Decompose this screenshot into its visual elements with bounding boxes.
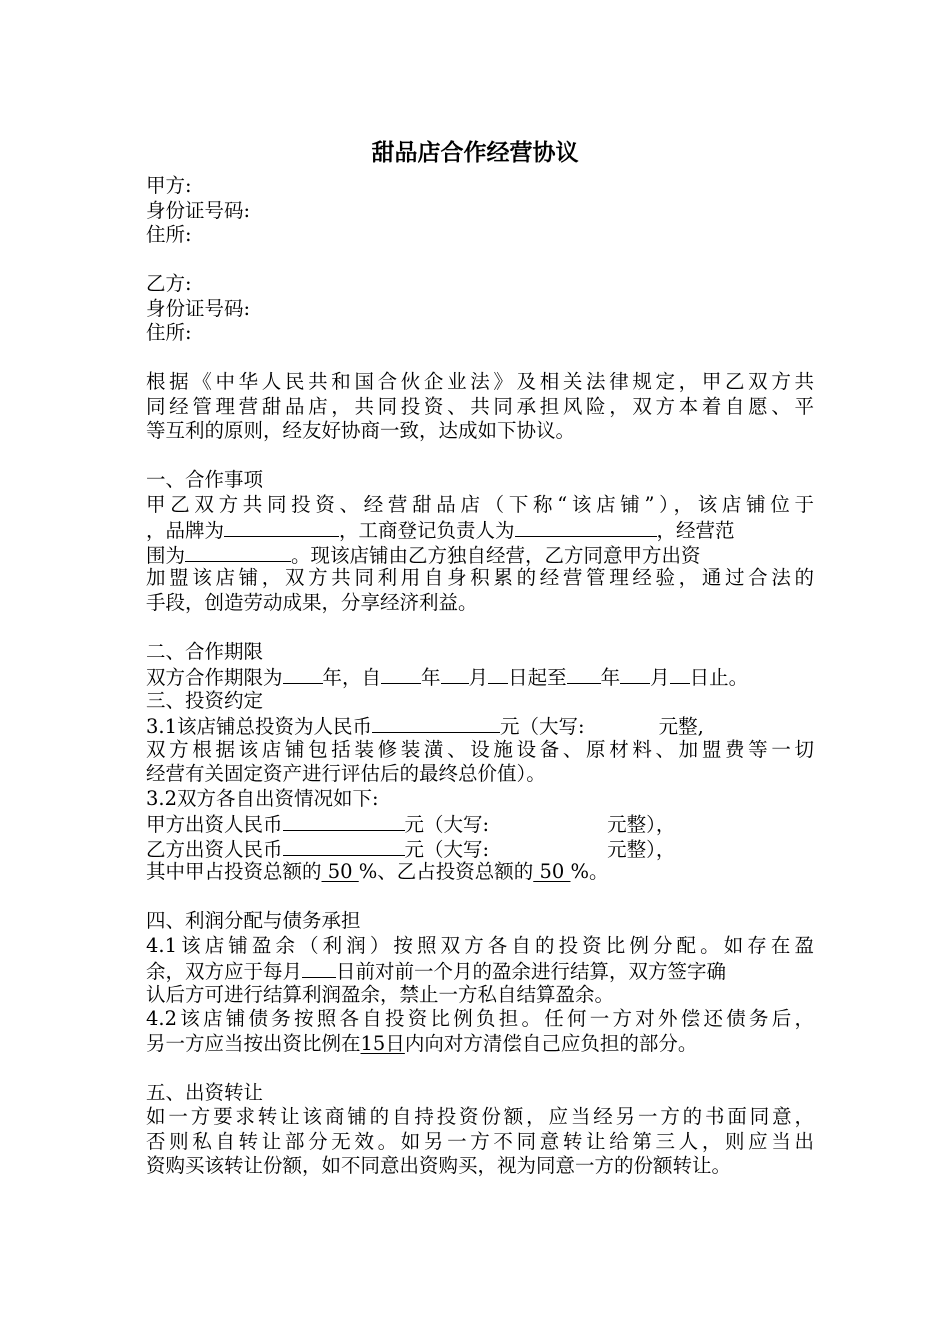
blank-scope <box>185 542 291 562</box>
text: 元整, <box>658 715 704 738</box>
party-a-ratio: 50 <box>321 860 359 883</box>
text: 3.1该店铺总投资为人民币 <box>146 715 373 738</box>
paragraph-line <box>146 958 814 983</box>
paragraph-line: 认后方可进行结算利润盈余，禁止一方私自结算盈余。 <box>146 982 615 1006</box>
paragraph-line: 加盟该店铺，双方共同利用自身积累的经营管理经验，通过合法的 <box>146 566 814 589</box>
section-5 <box>146 1081 814 1179</box>
text: 月 <box>468 666 489 689</box>
paragraph-line: 如一方要求转让该商铺的自持投资份额，应当经另一方的书面同意， <box>146 1105 814 1128</box>
blank-years <box>283 664 323 684</box>
text: 年 <box>600 666 621 689</box>
paragraph-line <box>146 542 814 567</box>
blank-start-day <box>488 664 508 684</box>
blank-end-day <box>670 664 690 684</box>
blank-start-year <box>381 664 421 684</box>
blank-day <box>302 958 336 978</box>
paragraph-line: 资购买该转让份额，如不同意出资购买，视为同意一方的份额转让。 <box>146 1154 732 1177</box>
paragraph-line: 否则私自转让部分无效。如另一方不同意转让给第三人，则应当出 <box>146 1129 814 1153</box>
section-2 <box>146 640 814 689</box>
text: ，工商登记负责人为 <box>339 519 515 542</box>
text: 元（大写: <box>404 837 490 861</box>
document-title: 甜品店合作经营协议 <box>371 140 579 166</box>
investment-total-line <box>146 713 814 738</box>
term-line <box>146 664 814 689</box>
party-b-name: 乙方: <box>146 272 192 295</box>
text: 日起至 <box>508 666 567 689</box>
text: 另一方应当按出资比例在 <box>146 1031 361 1055</box>
text: 围为 <box>146 543 186 567</box>
section-4 <box>146 909 814 1056</box>
text: 元（大写: <box>404 813 490 836</box>
text: %、乙占投资总额的 <box>358 860 534 883</box>
blank-start-month <box>441 664 469 684</box>
paragraph-line <box>146 1032 814 1057</box>
party-a-address: 住所: <box>146 223 192 246</box>
paragraph-line: 经营有关固定资产进行评估后的最终总价值）。 <box>146 762 546 785</box>
section-heading: 四、利润分配与债务承担 <box>146 909 361 932</box>
text: 双方合作期限为 <box>146 666 283 689</box>
section-heading: 一、合作事项 <box>146 468 264 491</box>
text: 余，双方应于每月 <box>146 960 303 983</box>
paragraph-line: 甲乙双方共同投资、经营甜品店（下称“该店铺”），该店铺位于 <box>146 492 814 516</box>
section-heading: 五、出资转让 <box>146 1080 264 1104</box>
text: 甲方出资人民币 <box>146 813 283 836</box>
paragraph-line <box>146 517 814 542</box>
text: 元整）， <box>607 837 676 861</box>
blank-registrant <box>515 517 657 537</box>
paragraph-line: 3.2双方各自出资情况如下: <box>146 786 379 810</box>
text: 日前对前一个月的盈余进行结算，双方签字确 <box>336 960 727 983</box>
paragraph-line: 双方根据该店铺包括装修装潢、设施设备、原材料、加盟费等一切 <box>146 737 814 761</box>
text: 内向对方清偿自己应负担的部分。 <box>404 1031 698 1055</box>
text: 。现该店铺由乙方独自经营，乙方同意甲方出资 <box>291 543 701 567</box>
repay-days: 15日 <box>360 1031 405 1055</box>
party-b-address: 住所: <box>146 321 192 344</box>
party-a-investment-line <box>146 811 814 836</box>
party-b-ratio: 50 <box>533 860 571 883</box>
paragraph-line: 4.2该店铺债务按照各自投资比例负担。任何一方对外偿还债务后， <box>146 1007 814 1030</box>
section-heading: 二、合作期限 <box>146 639 264 663</box>
text: ，经营范 <box>656 519 735 542</box>
party-a-name: 甲方: <box>146 174 192 197</box>
preamble-line: 同经管理营甜品店，共同投资、共同承担风险，双方本着自愿、平 <box>146 394 814 418</box>
preamble-line: 等互利的原则，经友好协商一致，达成如下协议。 <box>146 419 576 442</box>
party-b-investment-line <box>146 836 814 861</box>
text: 元（大写: <box>500 715 585 738</box>
text: 日止。 <box>689 666 749 689</box>
blank-party-a-amount <box>283 811 405 831</box>
paragraph-line: 手段，创造劳动成果，分享经济利益。 <box>146 590 478 614</box>
text: 年，自 <box>322 666 382 689</box>
paragraph-line: 4.1该店铺盈余（利润）按照双方各自的投资比例分配。如存在盈 <box>146 933 814 957</box>
party-b-id: 身份证号码: <box>146 296 251 320</box>
preamble <box>146 370 814 444</box>
text: 元整）， <box>607 813 676 836</box>
text: 其中甲占投资总额的 <box>146 860 322 883</box>
text: ，品牌为 <box>146 519 225 542</box>
text: 月 <box>650 666 670 689</box>
blank-end-year <box>567 664 601 684</box>
ratio-line <box>146 860 814 885</box>
blank-party-b-amount <box>283 836 405 856</box>
document-body <box>146 174 814 1179</box>
section-1 <box>146 468 814 615</box>
blank-brand <box>224 517 339 537</box>
party-a-id: 身份证号码: <box>146 198 251 222</box>
section-heading: 三、投资约定 <box>146 688 264 712</box>
section-3 <box>146 689 814 885</box>
text: %。 <box>570 860 609 883</box>
preamble-line: 根据《中华人民共和国合伙企业法》及相关法律规定，甲乙双方共 <box>146 370 814 393</box>
text: 乙方出资人民币 <box>146 837 283 861</box>
text: 年 <box>421 666 441 689</box>
blank-total-amount <box>372 713 500 733</box>
blank-end-month <box>620 664 650 684</box>
